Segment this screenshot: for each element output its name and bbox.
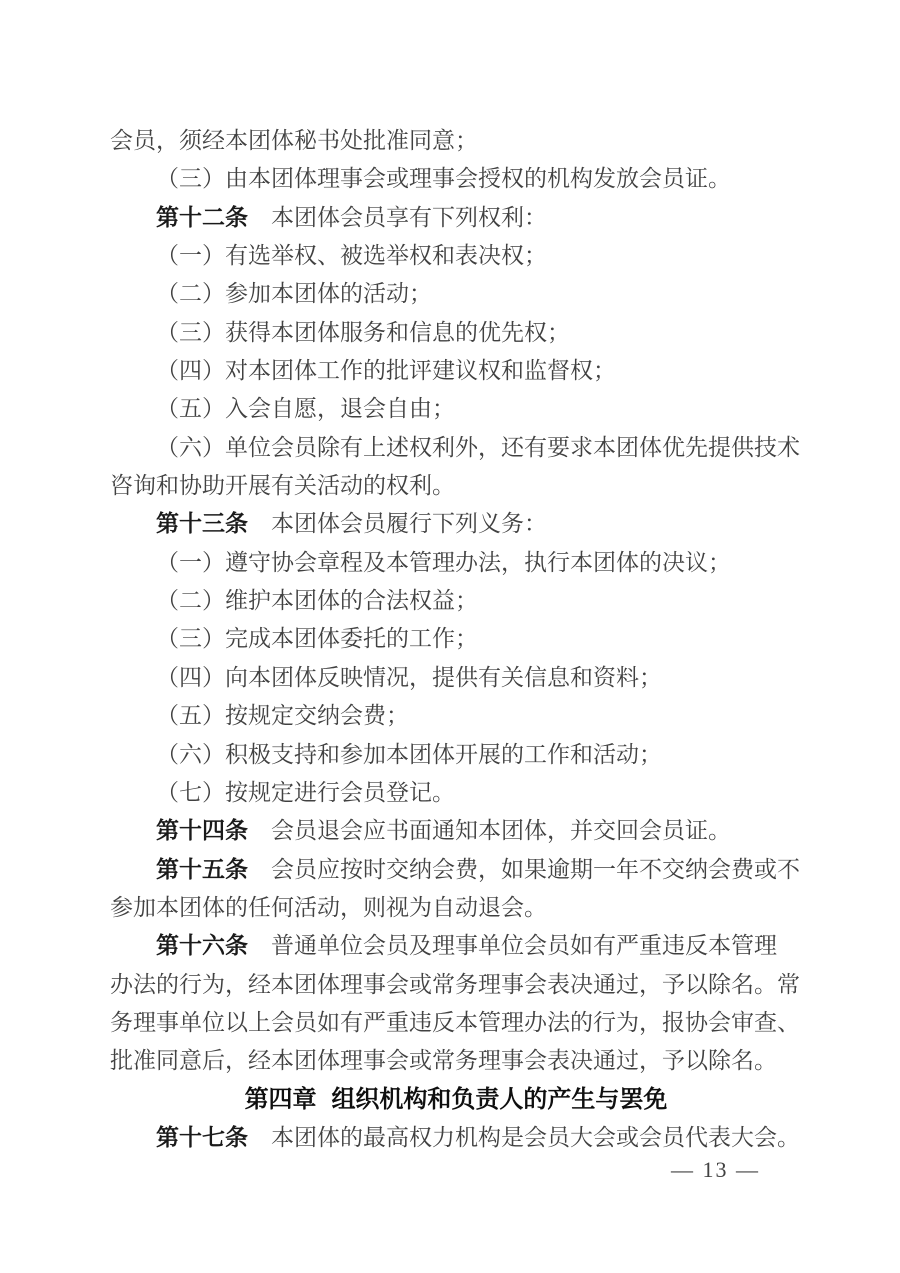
line-text: 批准同意后，经本团体理事会或常务理事会表决通过，予以除名。 bbox=[110, 1048, 777, 1074]
text-line bbox=[110, 659, 802, 697]
chapter-title: 组织机构和负责人的产生与罢免 bbox=[331, 1085, 668, 1113]
text-line bbox=[110, 390, 802, 428]
line-text: （四）向本团体反映情况，提供有关信息和资料； bbox=[156, 664, 662, 690]
text-line bbox=[110, 429, 802, 467]
text-line bbox=[110, 1042, 802, 1080]
text-line bbox=[110, 1119, 802, 1157]
text-line bbox=[110, 467, 802, 505]
text-line bbox=[110, 275, 802, 313]
line-text: 会员，须经本团体秘书处批准同意； bbox=[110, 128, 478, 153]
text-line bbox=[110, 966, 802, 1004]
line-text: 本团体的最高权力机构是会员大会或会员代表大会。 bbox=[271, 1124, 800, 1150]
line-text: 本团体会员履行下列义务： bbox=[271, 511, 547, 537]
text-line bbox=[110, 851, 802, 889]
line-text: （六）单位会员除有上述权利外，还有要求本团体优先提供技术 bbox=[156, 434, 800, 460]
text-line bbox=[110, 582, 802, 620]
line-text: （三）获得本团体服务和信息的优先权； bbox=[156, 319, 570, 345]
line-text: 普通单位会员及理事单位会员如有严重违反本管理 bbox=[271, 933, 777, 959]
text-line bbox=[110, 314, 802, 352]
article-number: 第十六条 bbox=[156, 933, 248, 959]
line-text: （三）完成本团体委托的工作； bbox=[156, 626, 478, 652]
article-number: 第十三条 bbox=[156, 511, 248, 537]
line-text: 本团体会员享有下列权利： bbox=[271, 204, 547, 230]
article-number: 第十二条 bbox=[156, 204, 248, 230]
text-line bbox=[110, 199, 802, 237]
line-text: 办法的行为，经本团体理事会或常务理事会表决通过，予以除名。常 bbox=[110, 971, 800, 997]
text-line bbox=[110, 160, 802, 198]
line-text: 务理事单位以上会员如有严重违反本管理办法的行为，报协会审查、 bbox=[110, 1009, 800, 1035]
page-number: — 13 — bbox=[671, 1157, 760, 1182]
text-line bbox=[110, 812, 802, 850]
line-text: 参加本团体的任何活动，则视为自动退会。 bbox=[110, 894, 547, 920]
text-line bbox=[110, 774, 802, 812]
text-line bbox=[110, 122, 802, 160]
text-line bbox=[110, 544, 802, 582]
text-block bbox=[110, 122, 802, 1157]
text-line bbox=[110, 237, 802, 275]
line-text: （二）维护本团体的合法权益； bbox=[156, 588, 478, 614]
line-text: （三）由本团体理事会或理事会授权的机构发放会员证。 bbox=[156, 166, 731, 192]
text-line bbox=[110, 927, 802, 965]
line-text: 咨询和协助开展有关活动的权利。 bbox=[110, 473, 455, 499]
text-line bbox=[110, 1004, 802, 1042]
line-text: （五）按规定交纳会费； bbox=[156, 703, 409, 729]
line-text: （一）有选举权、被选举权和表决权； bbox=[156, 243, 547, 269]
line-text: 会员退会应书面通知本团体，并交回会员证。 bbox=[271, 818, 731, 844]
text-line bbox=[110, 505, 802, 543]
line-text: （四）对本团体工作的批评建议权和监督权； bbox=[156, 358, 616, 384]
text-line bbox=[110, 697, 802, 735]
line-text: 会员应按时交纳会费，如果逾期一年不交纳会费或不 bbox=[271, 856, 800, 882]
chapter-number: 第四章 bbox=[244, 1085, 317, 1113]
line-text: （二）参加本团体的活动； bbox=[156, 281, 432, 307]
text-line bbox=[110, 736, 802, 774]
article-number: 第十五条 bbox=[156, 856, 248, 882]
chapter-heading bbox=[110, 1081, 802, 1119]
article-number: 第十七条 bbox=[156, 1124, 248, 1150]
line-text: （一）遵守协会章程及本管理办法，执行本团体的决议； bbox=[156, 549, 731, 575]
text-line bbox=[110, 620, 802, 658]
line-text: （七）按规定进行会员登记。 bbox=[156, 779, 455, 805]
line-text: （六）积极支持和参加本团体开展的工作和活动； bbox=[156, 741, 662, 767]
line-text: （五）入会自愿，退会自由； bbox=[156, 396, 455, 422]
article-number: 第十四条 bbox=[156, 818, 248, 844]
text-line bbox=[110, 889, 802, 927]
text-line bbox=[110, 352, 802, 390]
